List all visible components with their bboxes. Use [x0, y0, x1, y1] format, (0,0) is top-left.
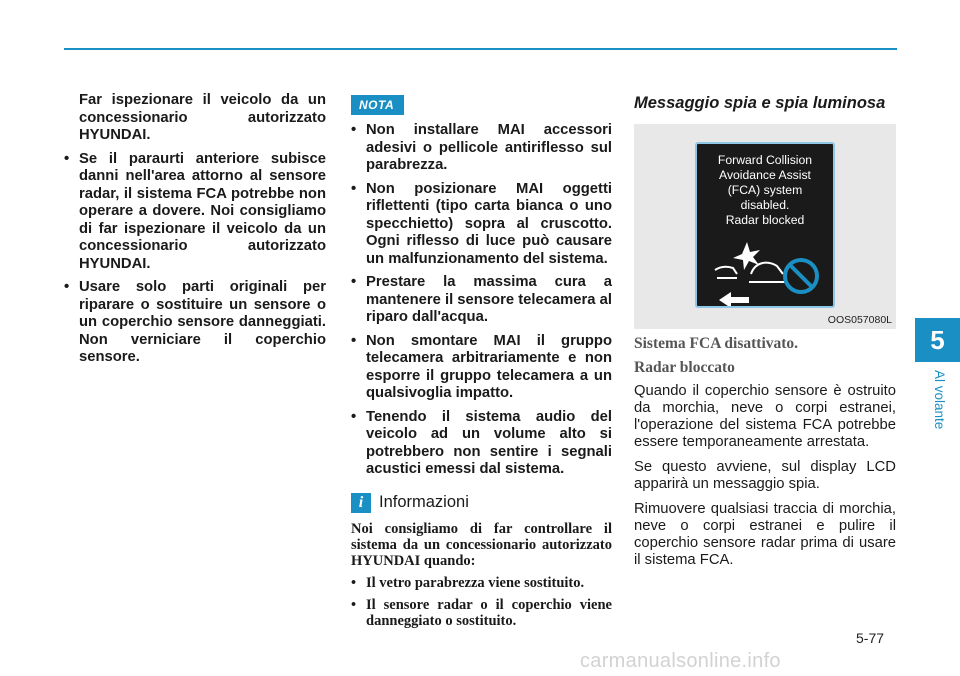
- nota-badge: NOTA: [351, 95, 404, 115]
- subtitle: Sistema FCA disattivato.: [634, 335, 799, 352]
- bullet-dot: •: [351, 596, 357, 613]
- list-item: [351, 575, 612, 591]
- list-item: [351, 597, 612, 629]
- bullet-dot: •: [351, 332, 357, 349]
- warning-figure: [634, 124, 896, 329]
- list-item-text: Prestare la massima cura a mantenere il sensore telecamera al riparo dall'acqua.: [366, 274, 612, 325]
- column-2: [351, 122, 612, 635]
- bullet-dot: •: [351, 122, 357, 138]
- list-item: [351, 333, 612, 403]
- lcd-line: Avoidance Assist: [719, 168, 811, 182]
- lcd-line: (FCA) system: [727, 183, 803, 197]
- lcd-message: [697, 153, 833, 228]
- rear-car-icon: [749, 263, 785, 282]
- prohibit-icon: [785, 260, 817, 292]
- list-item: [64, 279, 326, 367]
- chapter-tab: 5: [915, 318, 960, 362]
- bullet-dot: •: [64, 150, 70, 167]
- list-item-text: Non smontare MAI il gruppo telecamera arbitrariamente e non esporre il gruppo telecamera a un qualsivoglia impatto.: [366, 332, 612, 401]
- bullet-dot: •: [351, 274, 357, 290]
- chapter-label: Al volante: [932, 370, 947, 430]
- collision-illustration: [697, 226, 833, 306]
- bullet-dot: •: [351, 408, 357, 425]
- list-item: [351, 409, 612, 479]
- lcd-line: disabled.: [740, 198, 790, 212]
- lcd-line: Forward Collision: [717, 153, 813, 167]
- column-1: [64, 92, 326, 373]
- paragraph: Far ispezionare il veicolo da un concessionario autorizzato HYUNDAI.: [79, 92, 326, 143]
- watermark: carmanualsonline.info: [580, 650, 781, 672]
- page-number: 5-77: [856, 630, 885, 646]
- figure-code: OOS057080L: [827, 314, 892, 326]
- list-item-text: Non installare MAI accessori adesivi o pellicole antiriflesso sul parabrezza.: [366, 122, 612, 173]
- info-icon: i: [351, 493, 371, 513]
- list-item-text: Il sensore radar o il coperchio viene danneggiato o sostituito.: [366, 596, 612, 629]
- list-item-text: Tenendo il sistema audio del veicolo ad un volume alto si potrebbero non sentire i segnali acustici emessi dal sistema.: [366, 408, 612, 477]
- list-item-text: Se il paraurti anteriore subisce danni nell'area attorno al sensore radar, il sistema FCA potrebbe non operare a dovere. Noi consigliamo di far ispezionare il veicolo da un concessionario autorizzato HYUNDAI.: [79, 150, 326, 272]
- top-rule: [64, 48, 897, 50]
- list-item: [64, 151, 326, 274]
- bullet-dot: •: [351, 180, 357, 197]
- subtitle: Radar bloccato: [634, 359, 735, 376]
- bullet-dot: •: [64, 279, 70, 295]
- lcd-display: [695, 142, 835, 308]
- list-item: [351, 181, 612, 269]
- info-header: [351, 493, 612, 513]
- paragraph: Rimuovere qualsiasi traccia di morchia, neve o corpi estranei e pulire il coperchio sensore radar prima di usare il sistema FCA.: [634, 501, 896, 568]
- paragraph: Se questo avviene, sul display LCD apparirà un messaggio spia.: [634, 459, 896, 492]
- column-3-text: [634, 335, 896, 577]
- paragraph: Quando il coperchio sensore è ostruito da morchia, neve o corpi estranei, l'operazione del sistema FCA potrebbe essere temporaneamente arrestata.: [634, 383, 896, 450]
- list-item-text: Usare solo parti originali per riparare o sostituire un sensore o un coperchio sensore danneggiati. Non verniciare il coperchio sensore.: [79, 279, 326, 365]
- list-item-text: Non posizionare MAI oggetti riflettenti (tipo carta bianca o uno specchietto) sopra al cruscotto. Ogni riflesso di luce può causare un malfunzionamento del sistema.: [366, 180, 612, 267]
- info-title: Informazioni: [379, 493, 469, 511]
- warning-arrow-icon: [719, 292, 749, 306]
- list-item: [351, 274, 612, 327]
- list-item-text: Il vetro parabrezza viene sostituito.: [366, 574, 585, 591]
- info-intro: Noi consigliamo di far controllare il sistema da un concessionario autorizzato HYUNDAI quando:: [351, 520, 612, 569]
- list-item: [351, 122, 612, 175]
- section-title: Messaggio spia e spia luminosa: [634, 94, 886, 112]
- bullet-dot: •: [351, 574, 357, 591]
- lcd-line: Radar blocked: [725, 213, 805, 227]
- lead-car-icon: [715, 267, 737, 278]
